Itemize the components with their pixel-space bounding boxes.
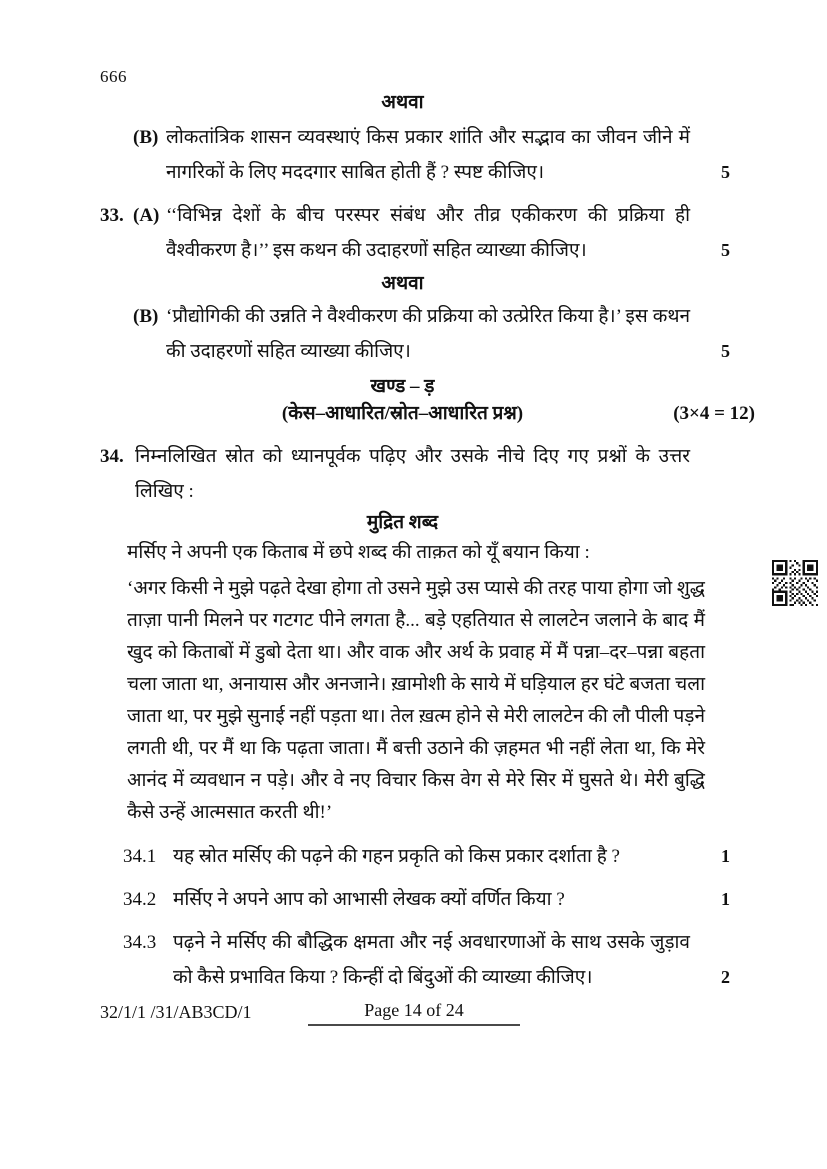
section-e-title: खण्ड – ड़ (370, 376, 435, 397)
source-quote-paragraph: ‘अगर किसी ने मुझे पढ़ते देखा होगा तो उसने मुझे उस प्यासे की तरह पाया होगा जो शुद्ध ताज़ा पानी मिलने पर गटगट पीने लगता है... बड़े एहतियात से लालटेन जलाने के बाद मैं खुद को किताबों में डुबो देता था। और वाक और अर्थ के प्रवाह में मैं पन्ना–दर–पन्ना बहता चला जाता था, अनायास और अनजाने। ख़ामोशी के साये में घड़ियाल हर घंटे बजता चला जाता था, पर मुझे सुनाई नहीं पड़ता था। तेल ख़त्म होने से मेरी लालटेन की लौ पीली पड़ने लगती थी, पर मैं था कि पढ़ता जाता। मैं बत्ती उठाने की ज़हमत भी नहीं लेता था, कि मेरे आनंद में व्यवधान न पड़े। और वे नए विचार किस वेग से मेरे सिर में घुसते थे। मेरी बुद्धि कैसे उन्हें आत्मसात करती थी!’ (127, 578, 705, 823)
question-34-3-text: पढ़ने ने मर्सिए की बौद्धिक क्षमता और नई अवधारणाओं के साथ उसके जुड़ाव को कैसे प्रभावित किया ? किन्हीं दो बिंदुओं की व्याख्या कीजिए। (173, 932, 690, 988)
question-34-number: 34. (100, 446, 124, 467)
qr-code (772, 560, 818, 606)
question-33b-text: ‘प्रौद्योगिकी की उन्नति ने वैश्वीकरण की प्रक्रिया को उत्प्रेरित किया है।’ इस कथन की उदाहरणों सहित व्याख्या कीजिए। (166, 306, 690, 362)
question-34-2-row (123, 882, 730, 917)
option-b-label: (B) (133, 306, 159, 327)
option-a-label: (A) (133, 205, 160, 226)
question-33a-text: ‘‘विभिन्न देशों के बीच परस्पर संबंध और तीव्र एकीकरण की प्रक्रिया ही वैश्वीकरण है।’’ इस कथन की उदाहरणों सहित व्याख्या कीजिए। (166, 205, 690, 261)
question-34-intro-row (100, 439, 730, 509)
option-b-label: (B) (133, 127, 159, 148)
question-33b-marks: 5 (721, 341, 730, 361)
section-e-total-marks: (3×4 = 12) (673, 403, 755, 424)
source-passage (127, 536, 705, 829)
paper-set-number: 666 (100, 67, 127, 86)
question-33-number: 33. (100, 205, 124, 226)
question-33b-row (100, 299, 730, 369)
page-number-label: Page 14 of 24 (308, 1000, 520, 1026)
source-lead-line: मर्सिए ने अपनी एक किताब में छपे शब्द की ताक़त को यूँ बयान किया : (127, 542, 590, 563)
page-footer (100, 1000, 730, 1040)
question-34-1-text: यह स्रोत मर्सिए की पढ़ने की गहन प्रकृति को किस प्रकार दर्शाता है ? (173, 846, 620, 867)
question-34-intro-text: निम्नलिखित स्रोत को ध्यानपूर्वक पढ़िए और उसके नीचे दिए गए प्रश्नों के उत्तर लिखिए : (135, 446, 690, 502)
section-e-subtitle: (केस–आधारित/स्रोत–आधारित प्रश्न) (281, 403, 524, 424)
question-32b-text: लोकतांत्रिक शासन व्यवस्थाएं किस प्रकार शांति और सद्भाव का जीवन जीने में नागरिकों के लिए मददगार साबित होती हैं ? स्पष्ट कीजिए। (166, 127, 690, 183)
source-title: मुद्रित शब्द (366, 512, 439, 533)
question-34-2-number: 34.2 (123, 889, 157, 910)
question-33a-row (100, 198, 730, 268)
question-34-3-number: 34.3 (123, 932, 157, 953)
question-34-1-number: 34.1 (123, 846, 157, 867)
question-32b-row (100, 120, 730, 190)
or-heading-2: अथवा (381, 273, 424, 294)
question-34-2-marks: 1 (721, 889, 730, 909)
question-34-1-row (123, 839, 730, 874)
question-32b-marks: 5 (721, 162, 730, 182)
or-heading-1: अथवा (381, 92, 424, 113)
question-33a-marks: 5 (721, 240, 730, 260)
section-e-subtitle-row (100, 400, 755, 427)
question-34-3-row (123, 925, 730, 995)
question-34-3-marks: 2 (721, 967, 730, 987)
paper-code: 32/1/1 /31/AB3CD/1 (100, 1002, 252, 1022)
question-34-2-text: मर्सिए ने अपने आप को आभासी लेखक क्यों वर्णित किया ? (173, 889, 565, 910)
qr-code-graphic (772, 560, 818, 606)
question-34-1-marks: 1 (721, 846, 730, 866)
